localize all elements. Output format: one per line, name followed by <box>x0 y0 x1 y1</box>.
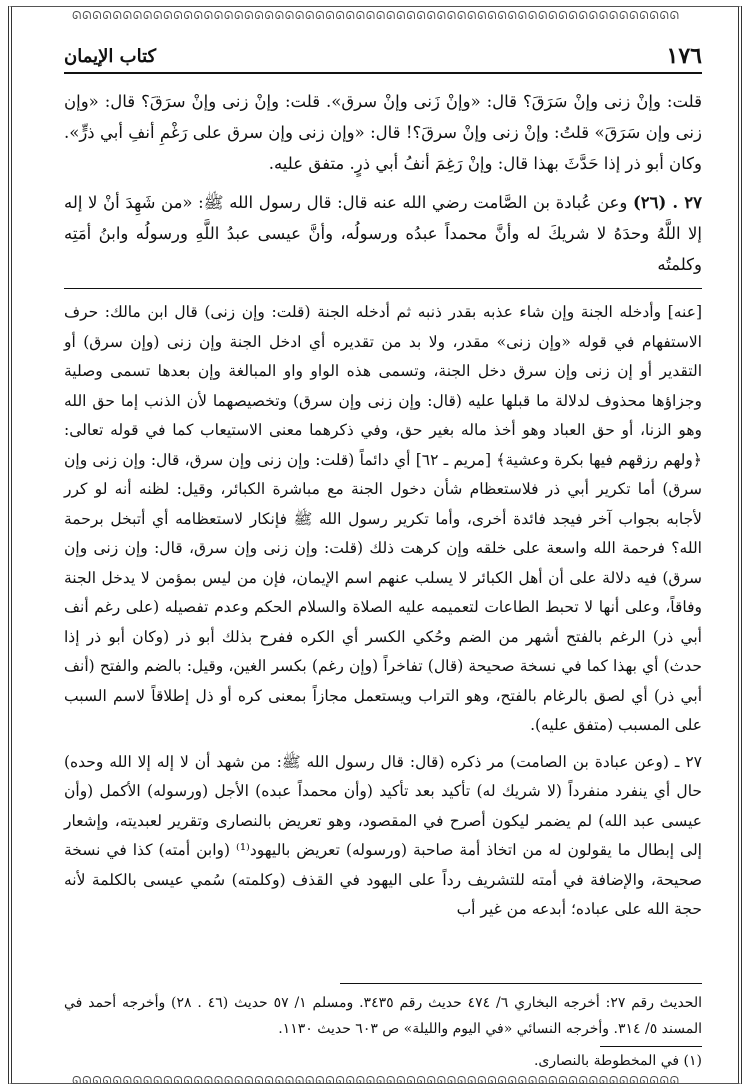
page-header <box>64 36 702 74</box>
bottom-ornament-border: ᘏᘏᘏᘏᘏᘏᘏᘏᘏᘏᘏᘏᘏᘏᘏᘏᘏᘏᘏᘏᘏᘏᘏᘏᘏᘏᘏᘏᘏᘏᘏᘏᘏᘏᘏᘏᘏᘏᘏᘏᘏᘏᘏᘏᘏᘏᘏᘏᘏᘏᘏᘏᘏᘏᘏᘏᘏᘏᘏᘏ <box>72 1074 680 1087</box>
hadith-text: وعن عُبادة بن الصَّامت رضي الله عنه قال: قال رسول الله ﷺ: «من شَهِدَ أنْ لا إله إلا اللَّهُ وحدَهُ لا شريكَ له وأنَّ محمداً عبدُه ورسولُه، وأنَّ عيسى عبدُ اللَّهِ ورسولُه وابنُ أمَتِه وكلمتُه <box>64 193 702 274</box>
matn-commentary-divider <box>64 288 702 289</box>
commentary-paragraph-2: ٢٧ ـ (وعن عبادة بن الصامت) مر ذكره (قال: قال رسول الله ﷺ: من شهد أن لا إله إلا الله وحده) حال أي ينفرد منفرداً (لا شريك له) تأكيد بعد تأكيد (وأن محمداً عبده) الأجل (ورسوله) الأكمل (وأن عيسى عبد الله) لم يضمر ليكون أصرح في المقصود، وهو تعريض بالنصارى وتقرير لعبديته، وإشعار إلى إبطال ما يقولون له من اتخاذ أمة صاحبة (ورسوله) تعريض باليهود⁽¹⁾ (وابن أمته) كذا في نسخة صحيحة، والإضافة في أمته للتشريف رداً على اليهود في القذف (وكلمته) سُمي عيسى بالكلمة لأنه حجة الله على عباده؛ أبدعه من غير أب <box>64 752 702 918</box>
page-number: ١٧٦ <box>666 43 702 69</box>
takhrij-footnote: الحديث رقم ٢٧: أخرجه البخاري ٦/ ٤٧٤ حديث رقم ٣٤٣٥. ومسلم ١/ ٥٧ حديث (٤٦ . ٢٨) وأخرجه أحمد في المسند ٥/ ٣١٤. وأخرجه النسائي «في اليوم والليلة» ص ٦٠٣ حديث ١١٣٠. <box>64 995 702 1037</box>
footnote-short-divider <box>600 1046 702 1047</box>
hadith-number: ٢٧ . (٢٦) <box>632 193 702 212</box>
book-title: كتاب الإيمان <box>64 46 157 67</box>
top-ornament-border: ᘏᘏᘏᘏᘏᘏᘏᘏᘏᘏᘏᘏᘏᘏᘏᘏᘏᘏᘏᘏᘏᘏᘏᘏᘏᘏᘏᘏᘏᘏᘏᘏᘏᘏᘏᘏᘏᘏᘏᘏᘏᘏᘏᘏᘏᘏᘏᘏᘏᘏᘏᘏᘏᘏᘏᘏᘏᘏᘏᘏ <box>72 9 680 22</box>
commentary-paragraph-1: [عنه] وأدخله الجنة وإن شاء عذبه بقدر ذنبه ثم أدخله الجنة (قلت: وإن زنى) قال ابن مالك: حرف الاستفهام في قوله «وإن زنى» مقدر، ولا بد من تقديره أي ادخل الجنة وإن زنى (وإن سرق) أو التقدير أو إن زنى وإن سرق دخل الجنة، وتسمى هذه الواو واو المبالغة وإن بعدها تسمى وصلية وجزاؤها محذوف لدلالة ما قبلها عليه (قال: وإن زنى وإن سرق) وتخصيصهما لأن الذنب إما حق الله وهو الزنا، أو حق العباد وهو أخذ ماله بغير حق، وفي ذكرهما معنى الاستيعاب كما في قوله تعالى: ﴿ولهم رزقهم فيها بكرة وعشية﴾ [مريم ـ ٦٢] أي دائماً (قلت: وإن زنى وإن سرق، قال: وإن زنى وإن سرق) أما تكرير أبي ذر فلاستعظام شأن دخول الجنة مع مباشرة الكبائر، وقيل: لظنه أنه لو كرر لأجابه بجواب آخر فيجد فائدة أخرى، وأما تكرير رسول الله ﷺ فإنكار لاستعظامه أي أتبخل برحمة الله؟ فرحمة الله واسعة على خلقه وإن كرهت ذلك (قلت: وإن زنى وإن سرق، قال: وإن زنى وإن سرق) فيه دلالة على أن أهل الكبائر لا يسلب عنهم اسم الإيمان، فإن من ليس بمؤمن لا يدخل الجنة وفاقاً، وعلى أنها لا تحبط الطاعات لتعميمه عليه الصلاة والسلام الحكم وعدم تفصيله (على رغم أنف أبي ذر) الرغم بالفتح أشهر من الضم وحُكي الكسر أي الكره ففرح بذلك أبو ذر (وكان أبو ذر إذا حدث) أي بهذا كما في نسخة صحيحة (قال) تفاخراً (وإن رغم) بكسر الغين، وقيل: بالضم والفتح (أنف أبي ذر) أي لصق بالرغام بالفتح، وهو التراب ويستعمل مجازاً بمعنى كره أو ذل إطلاقاً لاسم السبب على المسبب (متفق عليه). <box>64 303 702 734</box>
page-content <box>64 86 702 932</box>
footnote-1: (١) في المخطوطة بالنصارى. <box>533 1053 702 1069</box>
footnote-divider <box>340 983 702 984</box>
matn-hadith-27 <box>64 187 702 280</box>
matn-paragraph-1: قلت: وإنْ زنى وإنْ سَرَقَ؟ قال: «وإنْ زَنى وإنْ سرق». قلت: وإنْ زنى وإنْ سرَقَ؟ قال: «وإن زنى وإن سَرَقَ» قلتُ: وإنْ زنى وإنْ سرقَ؟! قال: «وإن زنى وإن سرق على رَغْمِ أنفِ أبي ذرٍّ». وكان أبو ذر إذا حَدَّثَ بهذا قال: وإنْ رَغِمَ أنفُ أبي ذرٍ. متفق عليه. <box>64 92 702 173</box>
